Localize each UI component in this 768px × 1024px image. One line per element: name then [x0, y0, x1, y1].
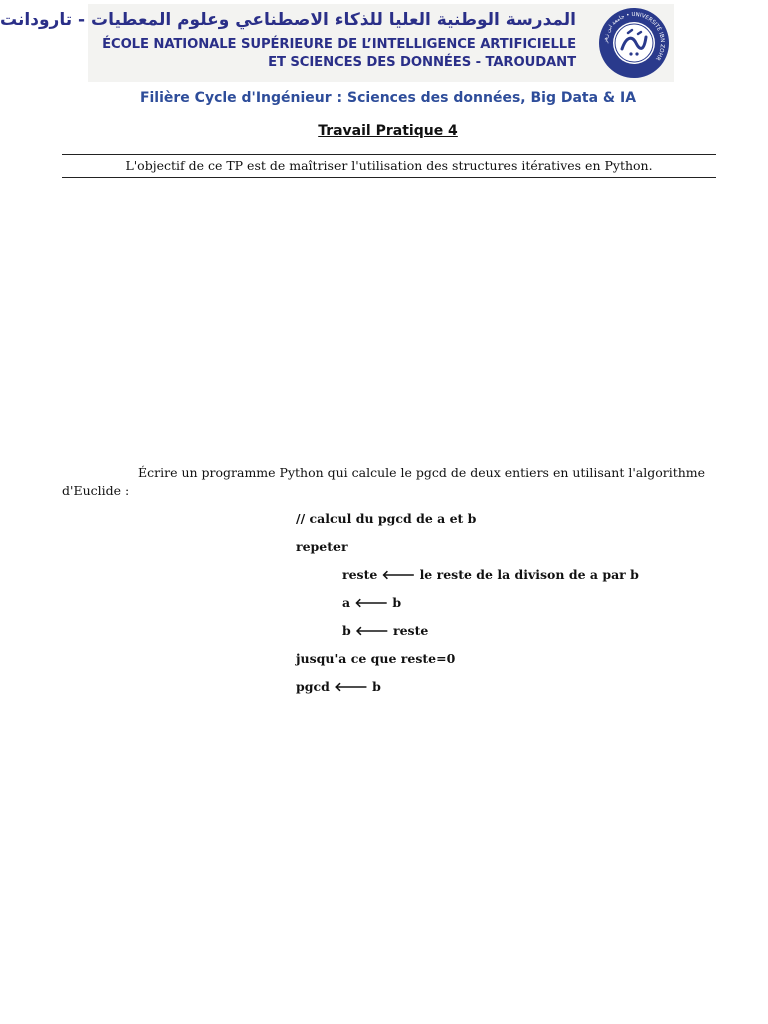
step-expression: b: [392, 595, 402, 610]
seal-ring-text: جامعة ابن زهر • UNIVERSITÉ IBN ZOHR: [602, 11, 666, 62]
algorithm-comment: // calcul du pgcd de a et b: [296, 511, 477, 526]
page-title: Travail Pratique 4: [318, 123, 458, 139]
step-variable: a: [342, 595, 351, 610]
left-arrow-icon: 🡐: [381, 567, 416, 582]
university-seal-logo: [598, 7, 670, 79]
algorithm-repeat: repeter: [296, 539, 348, 554]
result-expression: b: [372, 679, 381, 694]
divider-bottom: [62, 177, 716, 178]
left-arrow-icon: 🡐: [334, 679, 368, 694]
algorithm-step-a: [342, 595, 401, 611]
school-name-arabic: المدرسة الوطنية العليا للذكاء الاصطناعي وعلوم المعطيات - تارودانت: [0, 10, 576, 30]
school-name-french-line2: ET SCIENCES DES DONNÉES - TAROUDANT: [268, 55, 576, 70]
algorithm-result: [296, 679, 381, 695]
left-arrow-icon: 🡐: [354, 595, 388, 610]
step-variable: reste: [342, 567, 378, 582]
algorithm-until: jusqu'a ce que reste=0: [296, 651, 456, 666]
divider-top: [62, 154, 716, 155]
left-arrow-icon: 🡐: [355, 623, 389, 638]
step-variable: b: [342, 623, 351, 638]
school-header-banner: [0, 4, 674, 82]
step-expression: le reste de la divison de a par b: [419, 567, 639, 582]
result-variable: pgcd: [296, 679, 330, 694]
algorithm-step-reste: [342, 567, 639, 583]
step-expression: reste: [393, 623, 429, 638]
algorithm-step-b: [342, 623, 428, 639]
school-name-french-line1: ÉCOLE NATIONALE SUPÉRIEURE DE L’INTELLIGENCE ARTIFICIELLE: [102, 37, 576, 52]
exercise-statement: Écrire un programme Python qui calcule le pgcd de deux entiers en utilisant l'algorithme d'Euclide :: [62, 465, 706, 498]
program-subtitle: Filière Cycle d'Ingénieur : Sciences des données, Big Data & IA: [139, 90, 637, 106]
objective-text: L'objectif de ce TP est de maîtriser l'utilisation des structures itératives en Python.: [125, 158, 653, 173]
